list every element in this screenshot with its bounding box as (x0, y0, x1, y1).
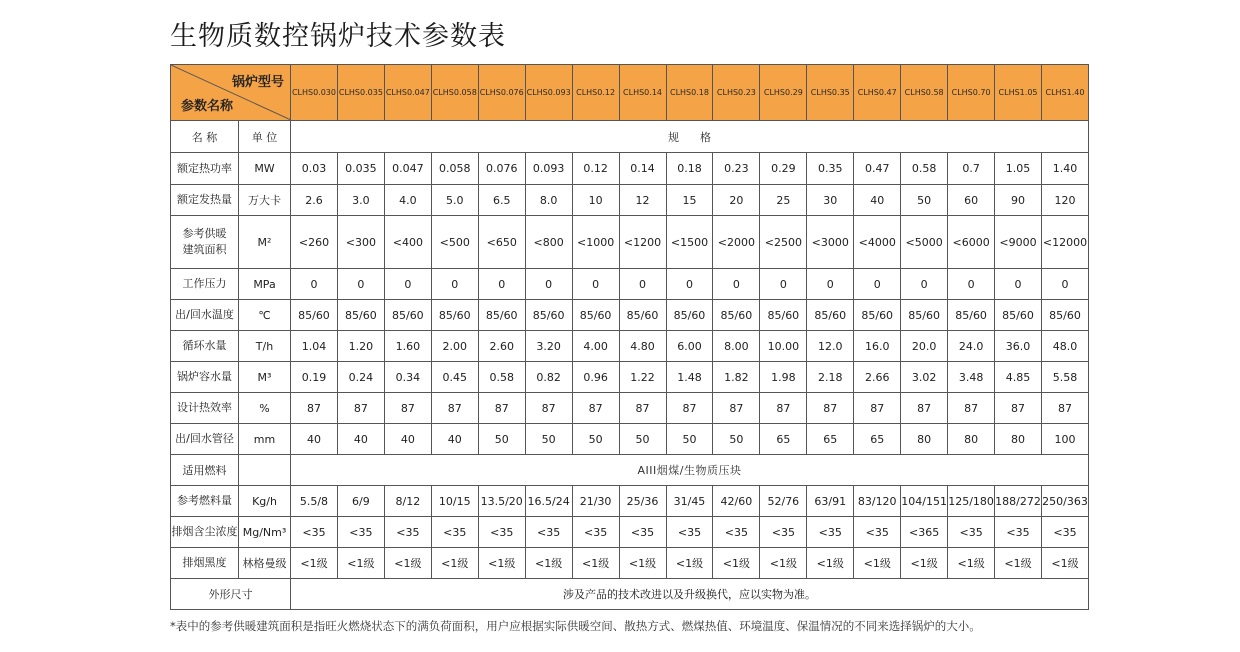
value-cell: 10/15 (431, 486, 478, 517)
value-cell: 5.58 (1042, 362, 1089, 393)
value-cell: <35 (666, 517, 713, 548)
value-cell: <35 (525, 517, 572, 548)
value-cell: 0.58 (478, 362, 525, 393)
param-unit: M³ (239, 362, 291, 393)
value-cell: <35 (337, 517, 384, 548)
value-cell: 2.6 (291, 185, 338, 216)
param-name: 参考燃料量 (171, 486, 239, 517)
value-cell: 6/9 (337, 486, 384, 517)
value-cell: 25/36 (619, 486, 666, 517)
param-unit: 万大卡 (239, 185, 291, 216)
value-cell: 40 (854, 185, 901, 216)
value-cell: 85/60 (713, 300, 760, 331)
value-cell: 1.98 (760, 362, 807, 393)
value-cell: 80 (948, 424, 995, 455)
value-cell: <300 (337, 216, 384, 269)
value-cell: 87 (1042, 393, 1089, 424)
value-cell: 20 (713, 185, 760, 216)
value-cell: 80 (995, 424, 1042, 455)
value-cell: 50 (525, 424, 572, 455)
value-cell: 85/60 (901, 300, 948, 331)
value-cell: <1级 (807, 548, 854, 579)
param-unit: MPa (239, 269, 291, 300)
value-cell: 10.00 (760, 331, 807, 362)
param-unit: ℃ (239, 300, 291, 331)
model-header-cell: CLHS0.030 (291, 65, 338, 121)
value-cell: 87 (666, 393, 713, 424)
value-cell: 12.0 (807, 331, 854, 362)
value-cell: 1.48 (666, 362, 713, 393)
table-row (171, 517, 1089, 548)
model-header-cell: CLHS0.12 (572, 65, 619, 121)
value-cell: 4.85 (995, 362, 1042, 393)
value-cell: 87 (901, 393, 948, 424)
param-unit: 林格曼级 (239, 548, 291, 579)
value-cell: 85/60 (854, 300, 901, 331)
value-cell: 87 (948, 393, 995, 424)
value-cell: <35 (384, 517, 431, 548)
value-cell: 0 (572, 269, 619, 300)
param-name: 排烟黑度 (171, 548, 239, 579)
value-cell: 0.35 (807, 153, 854, 185)
value-cell: <35 (948, 517, 995, 548)
value-cell: 85/60 (619, 300, 666, 331)
model-header-cell: CLHS0.70 (948, 65, 995, 121)
value-cell: 8/12 (384, 486, 431, 517)
size-note: 涉及产品的技术改进以及升级换代，应以实物为准。 (291, 579, 1089, 610)
value-cell: 87 (807, 393, 854, 424)
value-cell: 2.00 (431, 331, 478, 362)
value-cell: 36.0 (995, 331, 1042, 362)
value-cell: 0.18 (666, 153, 713, 185)
value-cell: 31/45 (666, 486, 713, 517)
value-cell: 188/272 (995, 486, 1042, 517)
value-cell: 25 (760, 185, 807, 216)
value-cell: <35 (807, 517, 854, 548)
value-cell: 100 (1042, 424, 1089, 455)
table-row (171, 424, 1089, 455)
table-row (171, 548, 1089, 579)
model-header-cell: CLHS0.047 (384, 65, 431, 121)
value-cell: 0.076 (478, 153, 525, 185)
param-name: 额定热功率 (171, 153, 239, 185)
value-cell: 24.0 (948, 331, 995, 362)
value-cell: 87 (854, 393, 901, 424)
value-cell: 30 (807, 185, 854, 216)
value-cell: 85/60 (478, 300, 525, 331)
value-cell: 250/363 (1042, 486, 1089, 517)
value-cell: 85/60 (948, 300, 995, 331)
value-cell: <1级 (1042, 548, 1089, 579)
corner-model-label: 锅炉型号 (231, 75, 284, 90)
value-cell: <2000 (713, 216, 760, 269)
model-header-cell: CLHS1.40 (1042, 65, 1089, 121)
value-cell: <9000 (995, 216, 1042, 269)
value-cell: 0 (431, 269, 478, 300)
value-cell: <3000 (807, 216, 854, 269)
model-header-cell: CLHS0.058 (431, 65, 478, 121)
value-cell: 8.00 (713, 331, 760, 362)
value-cell: 85/60 (431, 300, 478, 331)
value-cell: 50 (666, 424, 713, 455)
value-cell: 63/91 (807, 486, 854, 517)
value-cell: 16.0 (854, 331, 901, 362)
value-cell: 0.47 (854, 153, 901, 185)
value-cell: 50 (478, 424, 525, 455)
value-cell: 0 (1042, 269, 1089, 300)
model-header-cell: CLHS0.23 (713, 65, 760, 121)
value-cell: 13.5/20 (478, 486, 525, 517)
param-name: 循环水量 (171, 331, 239, 362)
value-cell: 4.00 (572, 331, 619, 362)
value-cell: 52/76 (760, 486, 807, 517)
param-unit: Mg/Nm³ (239, 517, 291, 548)
value-cell: 6.5 (478, 185, 525, 216)
value-cell: <35 (760, 517, 807, 548)
value-cell: <1500 (666, 216, 713, 269)
param-unit: % (239, 393, 291, 424)
model-header-row (171, 65, 1089, 121)
value-cell: 0.34 (384, 362, 431, 393)
value-cell: <35 (478, 517, 525, 548)
value-cell: 0.45 (431, 362, 478, 393)
page-title: 生物质数控锅炉技术参数表 (170, 21, 506, 52)
value-cell: 0.29 (760, 153, 807, 185)
param-name: 工作压力 (171, 269, 239, 300)
value-cell: <35 (291, 517, 338, 548)
value-cell: <500 (431, 216, 478, 269)
value-cell: <650 (478, 216, 525, 269)
value-cell: 87 (337, 393, 384, 424)
value-cell: <35 (854, 517, 901, 548)
value-cell: 50 (901, 185, 948, 216)
model-header-cell: CLHS0.14 (619, 65, 666, 121)
value-cell: 15 (666, 185, 713, 216)
value-cell: 0 (995, 269, 1042, 300)
value-cell: <6000 (948, 216, 995, 269)
table-row (171, 486, 1089, 517)
value-cell: 0 (760, 269, 807, 300)
value-cell: <1级 (337, 548, 384, 579)
value-cell: <400 (384, 216, 431, 269)
value-cell: 85/60 (995, 300, 1042, 331)
value-cell: 1.82 (713, 362, 760, 393)
corner-param-label: 参数名称 (181, 99, 234, 114)
value-cell: 0.23 (713, 153, 760, 185)
value-cell: <1000 (572, 216, 619, 269)
value-cell: 0 (948, 269, 995, 300)
value-cell: <1级 (478, 548, 525, 579)
value-cell: <1级 (901, 548, 948, 579)
param-name: 参考供暖 建筑面积 (171, 216, 239, 269)
table-row (171, 269, 1089, 300)
param-name: 出/回水管径 (171, 424, 239, 455)
model-header-cell: CLHS1.05 (995, 65, 1042, 121)
value-cell: 65 (854, 424, 901, 455)
value-cell: 80 (901, 424, 948, 455)
value-cell: 21/30 (572, 486, 619, 517)
value-cell: 65 (760, 424, 807, 455)
value-cell: 85/60 (1042, 300, 1089, 331)
value-cell: <1级 (384, 548, 431, 579)
value-cell: 5.5/8 (291, 486, 338, 517)
column-header-row (171, 121, 1089, 153)
value-cell: 1.40 (1042, 153, 1089, 185)
value-cell: 3.0 (337, 185, 384, 216)
value-cell: 85/60 (291, 300, 338, 331)
value-cell: 0 (854, 269, 901, 300)
value-cell: 87 (478, 393, 525, 424)
value-cell: 2.60 (478, 331, 525, 362)
value-cell: 0.035 (337, 153, 384, 185)
value-cell: 85/60 (760, 300, 807, 331)
value-cell: 8.0 (525, 185, 572, 216)
model-header-cell: CLHS0.29 (760, 65, 807, 121)
param-unit: mm (239, 424, 291, 455)
table-row (171, 393, 1089, 424)
value-cell: 87 (995, 393, 1042, 424)
value-cell: 40 (384, 424, 431, 455)
value-cell: 0.19 (291, 362, 338, 393)
value-cell: 1.04 (291, 331, 338, 362)
value-cell: <1级 (713, 548, 760, 579)
value-cell: 1.60 (384, 331, 431, 362)
value-cell: <35 (995, 517, 1042, 548)
value-cell: <35 (431, 517, 478, 548)
value-cell: 85/60 (807, 300, 854, 331)
value-cell: 1.22 (619, 362, 666, 393)
value-cell: <1200 (619, 216, 666, 269)
value-cell: 4.0 (384, 185, 431, 216)
value-cell: 60 (948, 185, 995, 216)
table-row (171, 216, 1089, 269)
value-cell: 2.66 (854, 362, 901, 393)
value-cell: <800 (525, 216, 572, 269)
value-cell: 40 (291, 424, 338, 455)
value-cell: <1级 (619, 548, 666, 579)
value-cell: <1级 (854, 548, 901, 579)
param-unit (239, 455, 291, 486)
value-cell: 85/60 (525, 300, 572, 331)
table-row (171, 362, 1089, 393)
value-cell: <4000 (854, 216, 901, 269)
value-cell: 0.24 (337, 362, 384, 393)
value-cell: 0 (666, 269, 713, 300)
value-cell: 12 (619, 185, 666, 216)
fuel-type-value: AIII烟煤/生物质压块 (291, 455, 1089, 486)
value-cell: <35 (713, 517, 760, 548)
corner-header (171, 65, 291, 121)
value-cell: 87 (760, 393, 807, 424)
model-header-cell: CLHS0.076 (478, 65, 525, 121)
value-cell: 1.05 (995, 153, 1042, 185)
table-row (171, 153, 1089, 185)
value-cell: 87 (384, 393, 431, 424)
value-cell: 4.80 (619, 331, 666, 362)
value-cell: <1级 (666, 548, 713, 579)
value-cell: 0.058 (431, 153, 478, 185)
model-header-cell: CLHS0.093 (525, 65, 572, 121)
value-cell: 87 (619, 393, 666, 424)
value-cell: 0 (807, 269, 854, 300)
value-cell: <35 (1042, 517, 1089, 548)
value-cell: 0 (619, 269, 666, 300)
table-row (171, 579, 1089, 610)
value-cell: <1级 (995, 548, 1042, 579)
table-row (171, 455, 1089, 486)
model-header-cell: CLHS0.35 (807, 65, 854, 121)
value-cell: 104/151 (901, 486, 948, 517)
value-cell: 87 (291, 393, 338, 424)
value-cell: 0 (525, 269, 572, 300)
param-unit: Kg/h (239, 486, 291, 517)
model-header-cell: CLHS0.035 (337, 65, 384, 121)
value-cell: 16.5/24 (525, 486, 572, 517)
value-cell: <365 (901, 517, 948, 548)
model-header-cell: CLHS0.58 (901, 65, 948, 121)
value-cell: <1级 (291, 548, 338, 579)
value-cell: 5.0 (431, 185, 478, 216)
value-cell: 6.00 (666, 331, 713, 362)
value-cell: 40 (337, 424, 384, 455)
spec-header: 规 格 (291, 121, 1089, 153)
value-cell: 85/60 (384, 300, 431, 331)
value-cell: 0 (384, 269, 431, 300)
footnote: *表中的参考供暖建筑面积是指旺火燃烧状态下的满负荷面积，用户应根据实际供暖空间、散热方式、燃煤热值、环境温度、保温情况的不同来选择锅炉的大小。 (170, 619, 981, 633)
value-cell: 0.047 (384, 153, 431, 185)
value-cell: 83/120 (854, 486, 901, 517)
param-name: 外形尺寸 (171, 579, 291, 610)
param-name: 设计热效率 (171, 393, 239, 424)
value-cell: 85/60 (572, 300, 619, 331)
value-cell: 3.20 (525, 331, 572, 362)
value-cell: 0 (901, 269, 948, 300)
value-cell: <1级 (760, 548, 807, 579)
value-cell: 3.02 (901, 362, 948, 393)
param-name: 出/回水温度 (171, 300, 239, 331)
value-cell: 40 (431, 424, 478, 455)
value-cell: 0.96 (572, 362, 619, 393)
value-cell: 42/60 (713, 486, 760, 517)
param-name: 额定发热量 (171, 185, 239, 216)
name-header: 名 称 (171, 121, 239, 153)
value-cell: 0 (713, 269, 760, 300)
value-cell: 0 (478, 269, 525, 300)
value-cell: 0.58 (901, 153, 948, 185)
value-cell: 87 (572, 393, 619, 424)
value-cell: <1级 (572, 548, 619, 579)
value-cell: 3.48 (948, 362, 995, 393)
value-cell: 2.18 (807, 362, 854, 393)
value-cell: 90 (995, 185, 1042, 216)
value-cell: 50 (619, 424, 666, 455)
table-row (171, 300, 1089, 331)
value-cell: 0.12 (572, 153, 619, 185)
value-cell: 65 (807, 424, 854, 455)
value-cell: 0 (291, 269, 338, 300)
value-cell: 50 (713, 424, 760, 455)
table-row (171, 331, 1089, 362)
value-cell: 0.14 (619, 153, 666, 185)
value-cell: 1.20 (337, 331, 384, 362)
value-cell: <260 (291, 216, 338, 269)
value-cell: 50 (572, 424, 619, 455)
value-cell: 87 (713, 393, 760, 424)
value-cell: 0.7 (948, 153, 995, 185)
value-cell: <35 (619, 517, 666, 548)
value-cell: 0.093 (525, 153, 572, 185)
param-unit: MW (239, 153, 291, 185)
value-cell: 10 (572, 185, 619, 216)
table-row (171, 185, 1089, 216)
value-cell: <35 (572, 517, 619, 548)
model-header-cell: CLHS0.18 (666, 65, 713, 121)
param-name: 适用燃料 (171, 455, 239, 486)
value-cell: 125/180 (948, 486, 995, 517)
value-cell: 85/60 (666, 300, 713, 331)
param-unit: T/h (239, 331, 291, 362)
value-cell: 20.0 (901, 331, 948, 362)
value-cell: 120 (1042, 185, 1089, 216)
value-cell: 87 (525, 393, 572, 424)
value-cell: 0 (337, 269, 384, 300)
param-name: 锅炉容水量 (171, 362, 239, 393)
spec-table (170, 64, 1089, 610)
value-cell: 48.0 (1042, 331, 1089, 362)
model-header-cell: CLHS0.47 (854, 65, 901, 121)
value-cell: 87 (431, 393, 478, 424)
param-name: 排烟含尘浓度 (171, 517, 239, 548)
value-cell: <2500 (760, 216, 807, 269)
value-cell: 85/60 (337, 300, 384, 331)
value-cell: <1级 (525, 548, 572, 579)
value-cell: <1级 (948, 548, 995, 579)
value-cell: <12000 (1042, 216, 1089, 269)
value-cell: 0.03 (291, 153, 338, 185)
value-cell: <1级 (431, 548, 478, 579)
value-cell: <5000 (901, 216, 948, 269)
value-cell: 0.82 (525, 362, 572, 393)
param-unit: M² (239, 216, 291, 269)
unit-header: 单 位 (239, 121, 291, 153)
